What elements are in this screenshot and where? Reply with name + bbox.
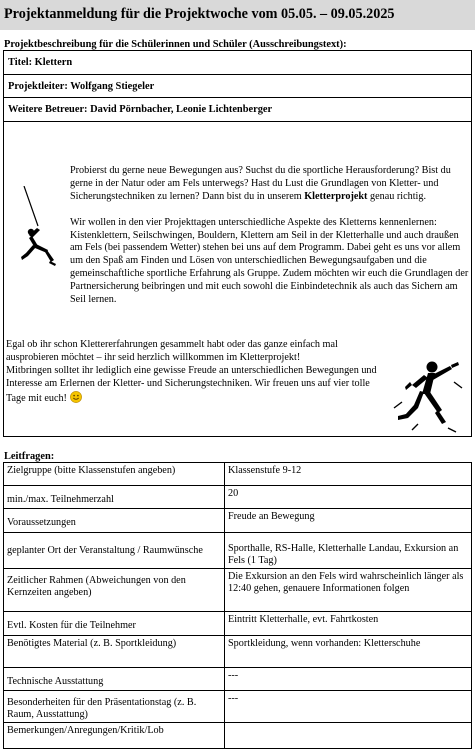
description-label: Projektbeschreibung für die Schülerinnen und Schüler (Ausschreibungstext): (4, 39, 347, 50)
answer-cell: Die Exkursion an den Fels wird wahrscheinlich länger als 12:40 gehen, genauere Informationen folgen (225, 569, 472, 612)
leitfragen-table (3, 462, 472, 749)
table-row (4, 569, 472, 612)
answer-cell: Eintritt Kletterhalle, evt. Fahrtkosten (225, 612, 472, 636)
question-cell: Voraussetzungen (4, 509, 225, 533)
smiley-icon (70, 391, 82, 403)
description-paragraph-2: Wir wollen in den vier Projekttagen unterschiedliche Aspekte des Kletterns kennenlernen: Kistenklettern, Seilschwingen, Bouldern, Klettern am Seil in der Kletterhalle und auch draußen am Fels (bei passendem Wetter) stehen bei uns auf dem Programm. Dabei geht es uns vor allem um den Spaß am Finden und Lösen von unterschiedlichen Bewegungsaufgaben und die gemeinschaftliche sportliche Erfahrung als Gruppe. Zudem möchten wir euch die Grundlagen der Partnersicherung beibringen und mit euch sowohl die Einbindetechnik als auch das Sichern am Seil lernen. (70, 216, 469, 306)
answer-cell: 20 (225, 486, 472, 509)
question-cell: Zielgruppe (bitte Klassenstufen angeben) (4, 463, 225, 486)
question-cell: Technische Ausstattung (4, 668, 225, 691)
project-leader: Projektleiter: Wolfgang Stiegeler (4, 75, 471, 99)
question-cell: Evtl. Kosten für die Teilnehmer (4, 612, 225, 636)
description-paragraph-4: Mitbringen solltet ihr lediglich eine gewisse Freude an unterschiedlichen Bewegungen und Interesse am Erlernen der Kletter- und Sicherungstechniken. Wir freuen uns auf vier tolle Tage mit euch! (6, 364, 377, 404)
question-cell: min./max. Teilnehmerzahl (4, 486, 225, 509)
table-row (4, 723, 472, 749)
answer-cell: Klassenstufe 9-12 (225, 463, 472, 486)
highlight-kletterprojekt: Kletterprojekt (304, 190, 368, 202)
table-row (4, 533, 472, 569)
answer-cell: Sportkleidung, wenn vorhanden: Kletterschuhe (225, 636, 472, 668)
page-title-banner (0, 0, 475, 30)
question-cell: geplanter Ort der Veranstaltung / Raumwünsche (4, 533, 225, 569)
question-cell: Zeitlicher Rahmen (Abweichungen von den Kernzeiten angeben) (4, 569, 225, 612)
climber-on-rope-icon (14, 186, 62, 272)
question-cell: Bemerkungen/Anregungen/Kritik/Lob (4, 723, 225, 749)
question-cell: Besonderheiten für den Präsentationstag (z. B. Raum, Ausstattung) (4, 691, 225, 723)
description-text (70, 165, 470, 307)
answer-cell: --- (225, 691, 472, 723)
project-supervisors: Weitere Betreuer: David Pörnbacher, Leonie Lichtenberger (4, 98, 471, 122)
question-cell: Benötigtes Material (z. B. Sportkleidung) (4, 636, 225, 668)
answer-cell: Sporthalle, RS-Halle, Kletterhalle Landau, Exkursion an Fels (1 Tag) (225, 533, 472, 569)
project-title: Titel: Klettern (4, 51, 471, 75)
table-row (4, 691, 472, 723)
table-row (4, 463, 472, 486)
table-row (4, 509, 472, 533)
description-paragraph-1: Probierst du gerne neue Bewegungen aus? Suchst du die sportliche Herausforderung? Bist du gerne in der Natur oder am Fels unterwegs? Hast du Lust die Grundlagen von Kletter- und Sicherungstechniken zu lernen? Dann bist du in unserem Kletterprojekt genau richtig. (70, 165, 451, 202)
description-paragraph-3: Egal ob ihr schon Klettererfahrungen gesammelt habt oder das ganze einfach mal ausprobieren möchtet – ihr seid herzlich willkommen im Kletterprojekt! (6, 339, 338, 363)
answer-cell (225, 723, 472, 749)
table-row (4, 668, 472, 691)
answer-cell: --- (225, 668, 472, 691)
table-row (4, 486, 472, 509)
leitfragen-label: Leitfragen: (4, 451, 55, 462)
table-row (4, 636, 472, 668)
description-text-lower (6, 339, 378, 406)
answer-cell: Freude an Bewegung (225, 509, 472, 533)
running-figure-icon (372, 358, 468, 436)
table-row (4, 612, 472, 636)
page-title: Projektanmeldung für die Projektwoche vom 05.05. – 09.05.2025 (4, 6, 395, 22)
